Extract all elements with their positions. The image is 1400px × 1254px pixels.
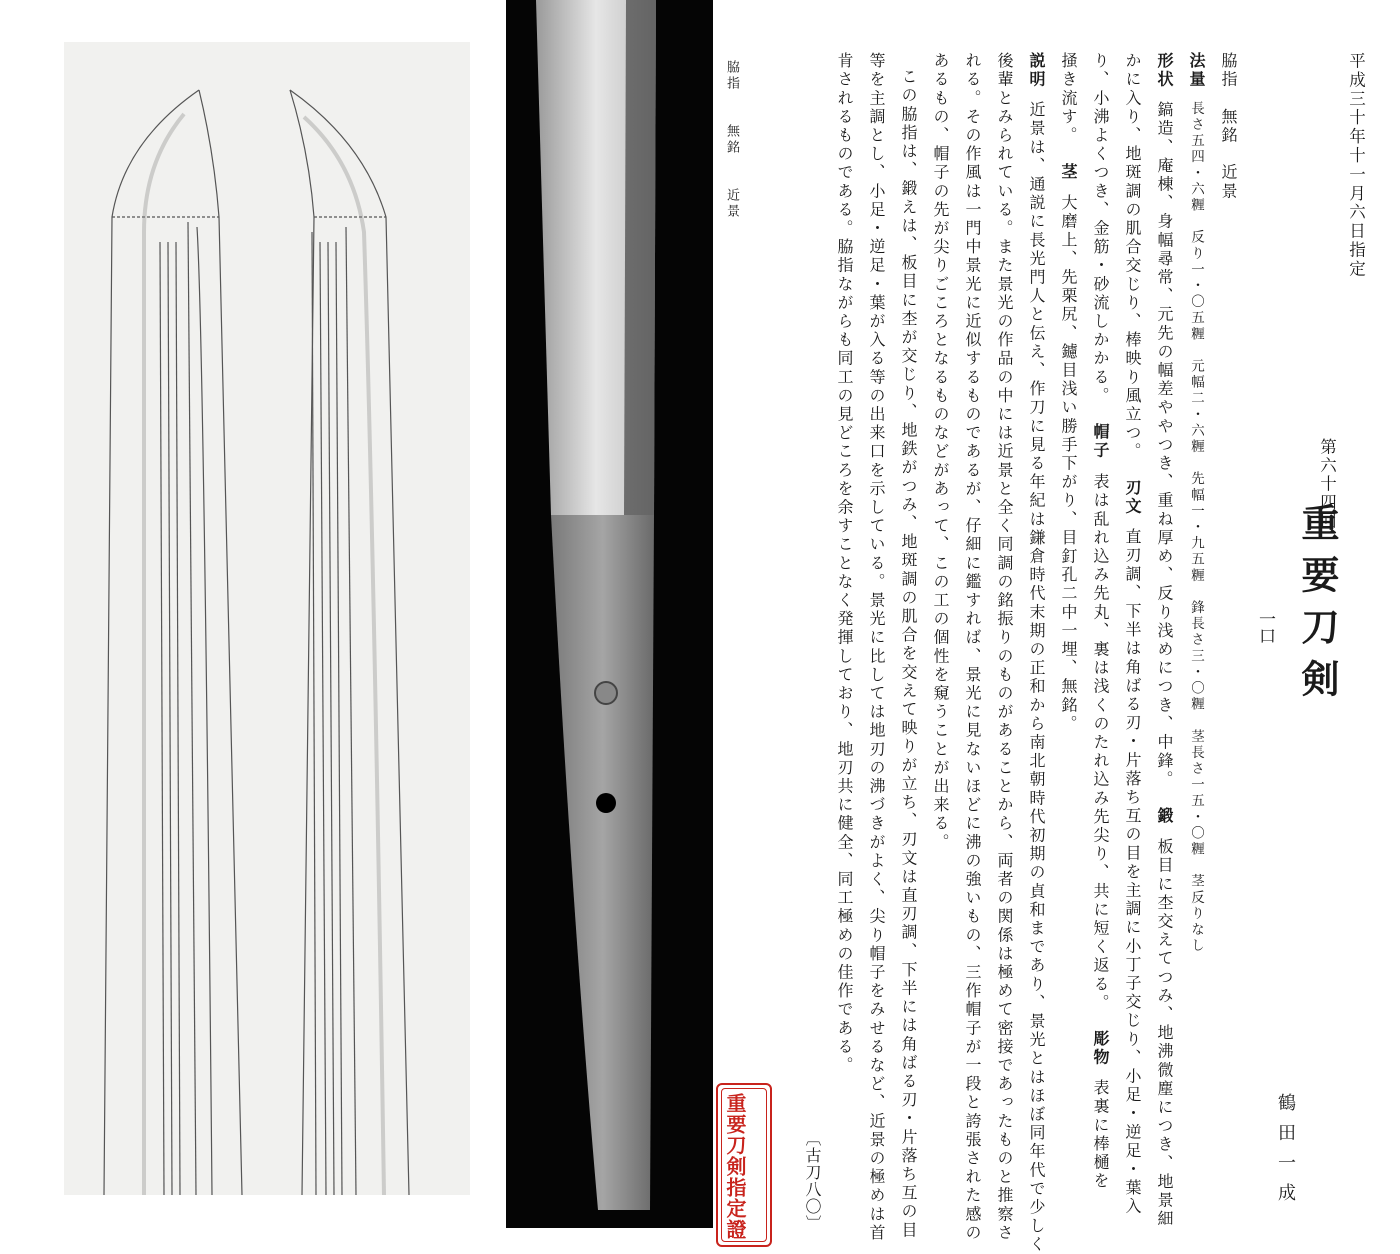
measurements-text: 長さ五四・六糎 反り一・〇五糎 元幅二・六糎 先幅一・九五糎 鋒長さ三・〇糎 茎長さ一五・〇糎 茎反りなし [1188,101,1204,955]
hamon-text-cont: り、小沸よくつき、金筋・砂流しかかる。 [1091,52,1110,406]
oshigata-drawing [64,42,470,1195]
reference-note: 〔古刀八〇〕 [803,1130,822,1232]
designation-date: 平成三十年十一月六日指定 [1346,52,1366,279]
shape-line [1156,52,1172,1229]
explanation-line-1 [1028,52,1044,1254]
shape-text: 鎬造、庵棟、身幅尋常、元先の幅差ややつき、重ね厚め、反り浅めにつき、中鋒。 [1155,101,1174,790]
measurements-label: 法量 [1187,52,1206,90]
caption-smith: 近景 [724,188,739,220]
explanation-line-3: れる。その作風は一門中景光に近似するものであるが、仔細に鑑すれば、景光に見ないほどに沸の強いもの、三作帽子が一段と誇張された感の [963,52,982,1243]
explanation-line-2: 後輩とみられている。また景光の作品の中には近景と全く同調の銘振りのものがあることから、両者の関係は極めて密接であったものと推察さ [995,52,1014,1243]
author-name: 鶴田一成 [1275,1093,1296,1213]
hamon-label: 刃文 [1123,479,1142,517]
forging-text-cont: かに入り、地斑調の肌合交じり、棒映り風立つ。 [1123,52,1142,462]
forging-text: 板目に杢交えてつみ、地沸微塵につき、地景細 [1155,838,1174,1229]
carving-label: 彫物 [1091,1030,1110,1068]
tang-label: 茎 [1059,163,1078,182]
certification-seal [716,1083,772,1247]
carving-text-cont: 掻き流す。 [1059,52,1078,145]
forging-label: 鍛 [1155,807,1174,827]
seal-text: 重要刀剣指定證 [723,1093,747,1240]
caption-signature: 無銘 [724,124,739,156]
forging-line [1124,52,1140,1217]
boshi-line [1092,52,1108,1191]
explanation-line-7: 肯されるものである。脇指ながらも同工の見どころを余すことなく発揮しており、地刃共に健全、同工極めの佳作である。 [835,52,854,1075]
carving-text: 表裏に棒樋を [1091,1079,1110,1191]
hamon-text: 直刃調、下半は角ばる刃・片落ち互の目を主調に小丁子交じり、小足・逆足・葉入 [1123,528,1142,1217]
boshi-text: 表は乱れ込み先丸、裏は浅くのたれ込み先尖り、共に短く返る。 [1091,472,1110,1013]
explanation-line-4: あるもの、帽子の先が尖りごころとなるものなどがあって、この工の個性を窺うことが出来る。 [931,52,950,852]
boshi-label: 帽子 [1091,423,1110,461]
page-title: 重要刀剣 [1295,503,1340,711]
shape-label: 形状 [1155,52,1174,90]
explanation-label: 説明 [1027,52,1046,90]
sword-type-line: 脇指 無銘 近景 [1219,52,1238,201]
explanation-text-1: 近景は、通説に長光門人と伝え、作刀に見る年紀は鎌倉時代末期の正和から南北朝時代初期の貞和まであり、景光とはほぼ同年代で少しく [1027,101,1046,1254]
sword-caption [725,60,738,234]
explanation-line-5: この脇指は、鍛えは、板目に杢が交じり、地鉄がつみ、地斑調の肌合を交えて映りが立ち、刃文は直刃調、下半には角ばる刃・片落ち互の目 [899,68,918,1240]
tang-line [1060,52,1076,733]
sword-photograph [506,0,713,1228]
tang-text: 大磨上、先栗尻、鑢目浅い勝手下がり、目釘孔二中一埋、無銘。 [1059,193,1078,734]
session-number: 第六十四回 [1317,438,1337,531]
caption-type: 脇指 [724,60,739,92]
measurements-line [1188,52,1204,955]
explanation-line-6: 等を主調とし、小足・逆足・葉が入る等の出来口を示している。景光に比しては地刃の沸づきがよく、尖り帽子をみせるなど、近景の極めは首 [867,52,886,1243]
item-count: 一口 [1255,610,1275,644]
